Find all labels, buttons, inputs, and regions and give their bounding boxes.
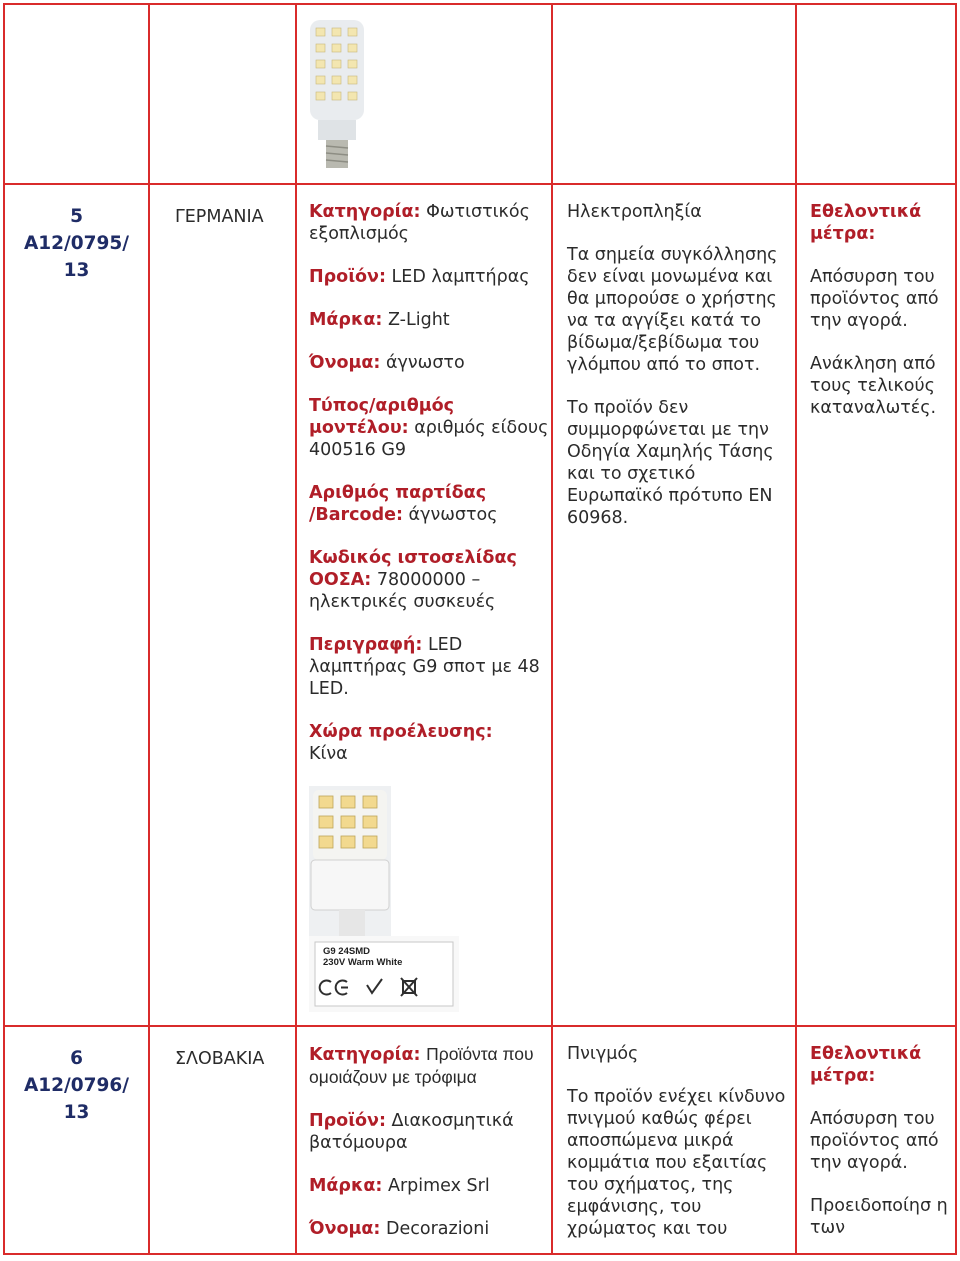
origin-field [309,721,549,765]
field-label: Μάρκα: [309,310,383,330]
measures-title: Εθελοντικά μέτρα: [810,202,922,244]
row-divider [3,1025,957,1027]
risk-description [567,201,792,550]
field-value: αριθμός είδους 400516 G9 [309,418,549,460]
measure-item: Ανάκληση από τους τελικούς καταναλωτές. [810,354,937,418]
column-divider [148,1025,150,1255]
risk-paragraph: Το προϊόν ενέχει κίνδυνο πνιγμού καθώς φέρει αποσπώμενα μικρά κομμάτια που εξαιτίας του σχήματος, της εμφάνισης, του χρώματος και του [567,1087,786,1239]
category-field [309,201,549,245]
notification-code-year: 13 [63,1102,90,1123]
column-divider [295,1025,297,1255]
field-label: Κατηγορία: [309,202,421,222]
category-field [309,1043,549,1089]
column-divider [295,183,297,1025]
field-value: Προϊόντα που ομοιάζουν με τρόφιμα [309,1044,534,1087]
column-divider [795,183,797,1025]
column-divider [148,183,150,1025]
oecd-code-field [309,547,549,613]
field-label: Κωδικός ιστοσελίδας ΟΟΣΑ: [309,548,517,590]
measure-item: Προειδοποίησ η των [810,1196,948,1238]
field-value: LED λαμπτήρας G9 σποτ με 48 LED. [309,635,540,699]
field-label: Χώρα προέλευσης: [309,722,493,742]
measure-item: Απόσυρση του προϊόντος από την αγορά. [810,1109,939,1173]
product-details [309,201,549,786]
field-label: Τύπος/αριθμός μοντέλου: [309,396,455,438]
row-number [5,203,148,284]
field-value: άγνωστο [386,353,465,373]
field-value: Κίνα [309,744,348,764]
field-label: Προϊόν: [309,267,386,287]
row-divider [3,183,957,185]
field-value: Decorazioni [386,1219,490,1239]
batch-field [309,482,549,526]
product-photo [309,786,459,1012]
notification-code: A12/0796/ [23,1075,130,1096]
product-details [309,1043,549,1261]
photo-label: 230V Warm White [323,957,403,968]
row-number [5,1045,148,1126]
column-divider [551,183,553,1025]
field-label: Περιγραφή: [309,635,423,655]
field-value: 78000000 – ηλεκτρικές συσκευές [309,570,496,612]
field-label: Κατηγορία: [309,1045,421,1065]
field-value: LED λαμπτήρας [391,267,530,287]
row-index: 6 [70,1048,83,1069]
measures-title: Εθελοντικά μέτρα: [810,1044,922,1086]
column-divider [148,3,150,183]
column-divider [795,1025,797,1255]
brand-field [309,1175,549,1197]
country: ΓΕΡΜΑΝΙΑ [175,207,264,227]
photo-label: G9 24SMD [323,946,370,957]
field-value: Φωτιστικός εξοπλισμός [309,202,530,244]
field-label: Όνομα: [309,1219,381,1239]
product-field [309,1110,549,1154]
name-field [309,352,549,374]
measures [810,1043,950,1260]
column-divider [551,1025,553,1255]
brand-field [309,309,549,331]
measure-item: Απόσυρση του προϊόντος από την αγορά. [810,267,939,331]
risk-paragraph: Το προϊόν δεν συμμορφώνεται με την Οδηγία Χαμηλής Τάσης και το σχετικό Ευρωπαϊκό πρότυπο EN 60968. [567,398,774,528]
field-label: Μάρκα: [309,1176,383,1196]
field-label: Αριθμός παρτίδας /Barcode: [309,483,487,525]
previous-product-photo [308,20,366,170]
notification-code: A12/0795/ [23,233,130,254]
notification-code-year: 13 [63,260,90,281]
risk-type: Ηλεκτροπληξία [567,202,702,222]
row-index: 5 [70,206,83,227]
country: ΣΛΟΒΑΚΙΑ [175,1049,265,1069]
field-value: Διακοσμητικά βατόμουρα [309,1111,514,1153]
measures [810,201,950,440]
risk-type: Πνιγμός [567,1044,639,1064]
column-divider [551,3,553,183]
field-label: Προϊόν: [309,1111,386,1131]
product-field [309,266,549,288]
description-field [309,634,549,700]
column-divider [795,3,797,183]
column-divider [295,3,297,183]
field-value: άγνωστος [408,505,498,525]
field-value: Arpimex Srl [388,1176,490,1196]
field-value: Z-Light [388,310,450,330]
risk-description [567,1043,792,1261]
field-label: Όνομα: [309,353,381,373]
model-field [309,395,549,461]
name-field [309,1218,549,1240]
risk-paragraph: Τα σημεία συγκόλλησης δεν είναι μονωμένα και θα μπορούσε ο χρήστης να τα αγγίξει κατά το βίδωμα/ξεβίδωμα του γλόμπου από το σποτ. [567,245,778,375]
